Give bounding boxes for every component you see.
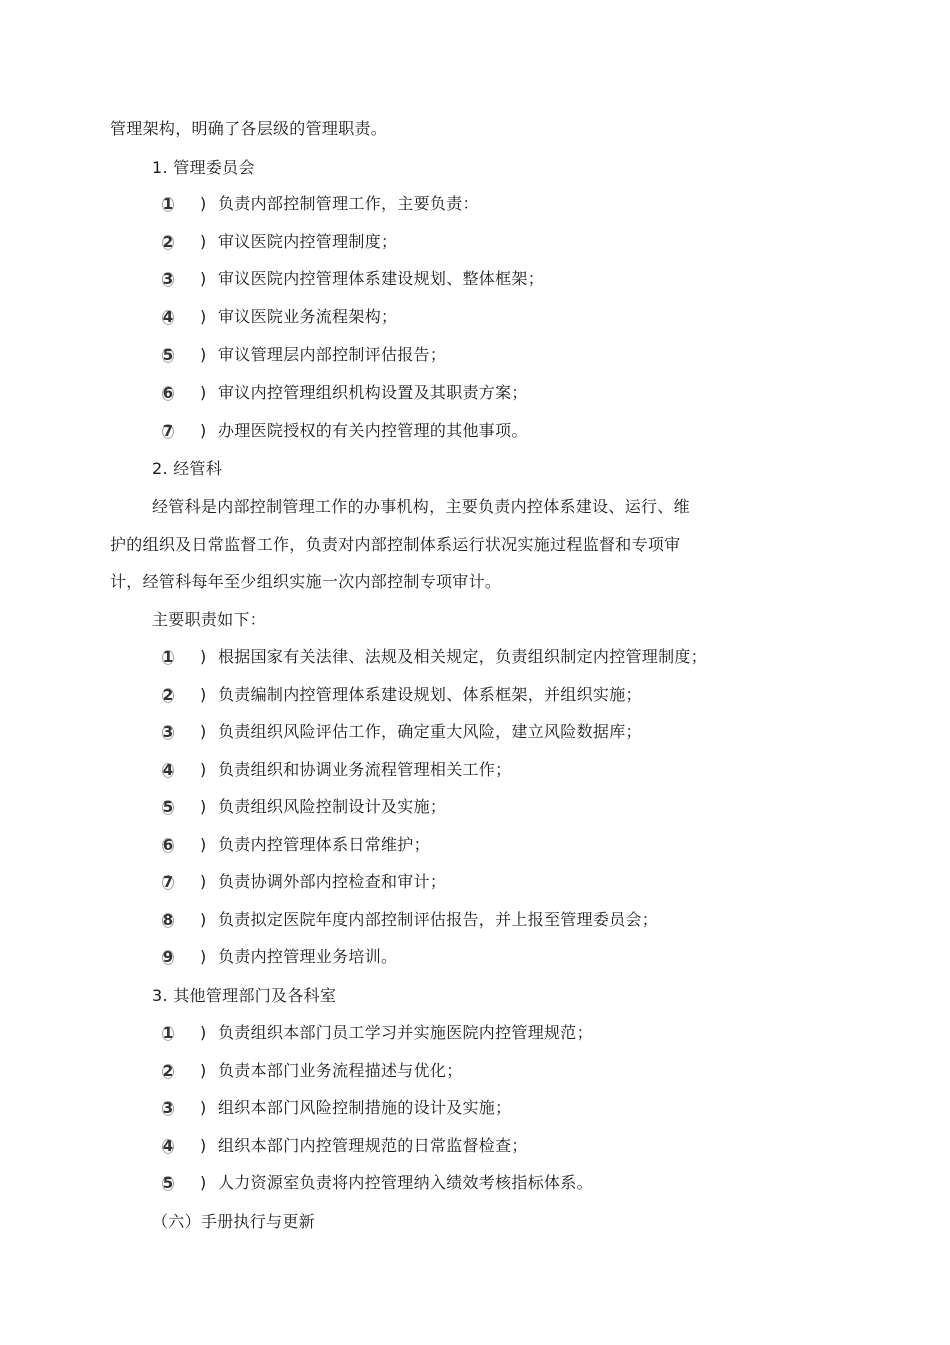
item-text: 审议内控管理组织机构设置及其职责方案； (218, 383, 528, 402)
item-text: 办理医院授权的有关内控管理的其他事项。 (218, 421, 528, 440)
item-number: 6 (160, 382, 176, 404)
item-paren: ) (200, 1061, 207, 1080)
item-paren: ) (200, 1098, 207, 1117)
item-paren: ) (200, 232, 207, 251)
item-text: 负责组织风险评估工作，确定重大风险，建立风险数据库； (218, 722, 642, 741)
item-paren: ) (200, 647, 207, 666)
item-number: 7 (160, 871, 176, 893)
item-text: 审议医院业务流程架构； (218, 307, 398, 326)
item-paren: ) (200, 345, 207, 364)
paragraph-line: 护的组织及日常监督工作，负责对内部控制体系运行状况实施过程监督和专项审 (110, 535, 681, 554)
item-text: 审议管理层内部控制评估报告； (218, 345, 447, 364)
item-paren: ) (200, 685, 207, 704)
item-number: 1 (160, 1022, 176, 1044)
item-text: 负责组织和协调业务流程管理相关工作； (218, 760, 512, 779)
item-number: 3 (160, 1097, 176, 1119)
item-text: 负责组织风险控制设计及实施； (218, 797, 447, 816)
item-paren: ) (200, 269, 207, 288)
item-paren: ) (200, 910, 207, 929)
item-paren: ) (200, 383, 207, 402)
item-text: 审议医院内控管理制度； (218, 232, 398, 251)
paragraph-line: 经管科是内部控制管理工作的办事机构，主要负责内控体系建设、运行、维 (152, 497, 690, 516)
item-number: 5 (160, 1172, 176, 1194)
item-paren: ) (200, 872, 207, 891)
item-number: 6 (160, 834, 176, 856)
item-paren: ) (200, 194, 207, 213)
item-paren: ) (200, 835, 207, 854)
section-3-heading: 3. 其他管理部门及各科室 (152, 986, 337, 1005)
item-paren: ) (200, 722, 207, 741)
item-text: 负责协调外部内控检查和审计； (218, 872, 447, 891)
item-number: 4 (160, 306, 176, 328)
item-number: 3 (160, 721, 176, 743)
item-number: 2 (160, 684, 176, 706)
item-paren: ) (200, 797, 207, 816)
item-text: 负责本部门业务流程描述与优化； (218, 1061, 463, 1080)
item-number: 7 (160, 420, 176, 442)
item-number: 4 (160, 759, 176, 781)
item-number: 1 (160, 646, 176, 668)
item-text: 负责内控管理业务培训。 (218, 947, 398, 966)
item-text: 组织本部门内控管理规范的日常监督检查； (218, 1136, 528, 1155)
item-paren: ) (200, 1136, 207, 1155)
section-2-heading: 2. 经管科 (152, 459, 223, 478)
item-number: 3 (160, 268, 176, 290)
item-number: 8 (160, 909, 176, 931)
item-number: 5 (160, 796, 176, 818)
item-paren: ) (200, 307, 207, 326)
item-text: 人力资源室负责将内控管理纳入绩效考核指标体系。 (218, 1173, 593, 1192)
item-text: 根据国家有关法律、法规及相关规定，负责组织制定内控管理制度； (218, 647, 708, 666)
duties-label: 主要职责如下： (152, 610, 267, 629)
item-paren: ) (200, 421, 207, 440)
item-text: 负责编制内控管理体系建设规划、体系框架，并组织实施； (218, 685, 642, 704)
item-text: 审议医院内控管理体系建设规划、整体框架； (218, 269, 545, 288)
item-paren: ) (200, 947, 207, 966)
section-6-heading: （六）手册执行与更新 (152, 1212, 316, 1231)
item-paren: ) (200, 760, 207, 779)
paragraph-line: 计，经管科每年至少组织实施一次内部控制专项审计。 (110, 572, 502, 591)
item-paren: ) (200, 1023, 207, 1042)
item-number: 5 (160, 344, 176, 366)
item-text: 负责内控管理体系日常维护； (218, 835, 430, 854)
item-paren: ) (200, 1173, 207, 1192)
item-text: 组织本部门风险控制措施的设计及实施； (218, 1098, 512, 1117)
item-number: 2 (160, 231, 176, 253)
item-text: 负责组织本部门员工学习并实施医院内控管理规范； (218, 1023, 593, 1042)
intro-line: 管理架构，明确了各层级的管理职责。 (110, 119, 388, 138)
item-number: 9 (160, 946, 176, 968)
item-text: 负责拟定医院年度内部控制评估报告，并上报至管理委员会； (218, 910, 659, 929)
item-number: 1 (160, 193, 176, 215)
section-1-heading: 1. 管理委员会 (152, 158, 255, 177)
item-number: 2 (160, 1060, 176, 1082)
item-number: 4 (160, 1135, 176, 1157)
item-text: 负责内部控制管理工作，主要负责： (218, 194, 479, 213)
